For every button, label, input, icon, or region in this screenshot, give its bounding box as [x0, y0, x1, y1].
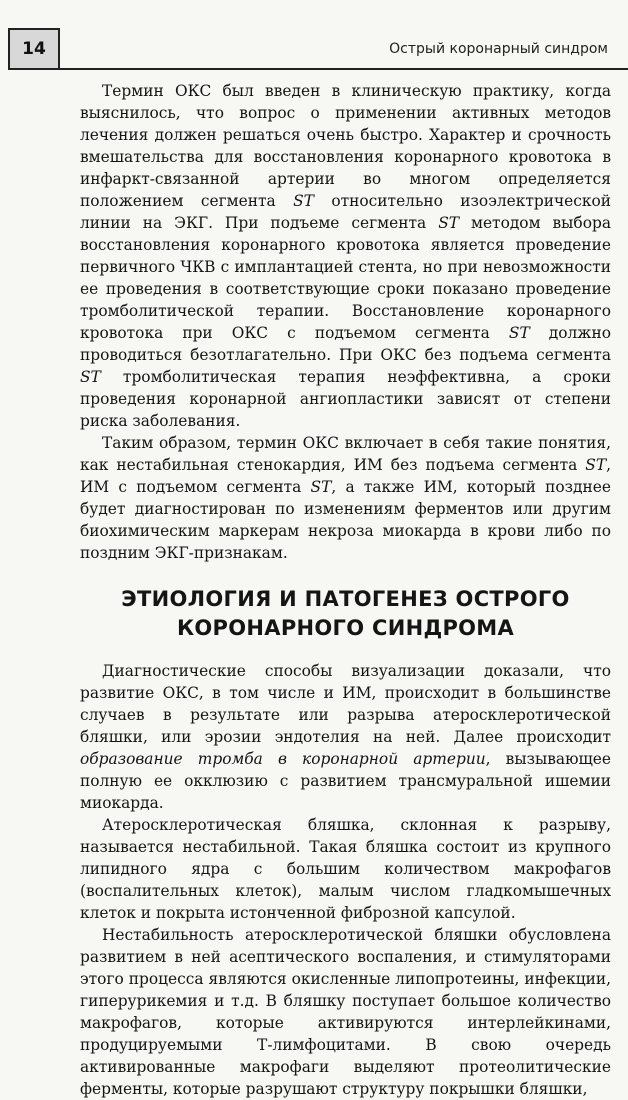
text-span: Термин ОКС был введен в клиническую практику, когда выяснилось, что вопрос о применении активных методов лечения должен решаться очень быстро. Характер и срочность вмешательства для восстановления коронарного кровотока в инфаркт-связанной артерии во многом определяется положением сегмента: [80, 82, 611, 210]
section-heading-line-1: ЭТИОЛОГИЯ И ПАТОГЕНЕЗ ОСТРОГО: [121, 587, 570, 611]
paragraph-4: [80, 814, 611, 924]
text-span: , ИМ с подъемом сегмента: [80, 456, 611, 496]
text-span: относительно изоэлектрической линии на ЭКГ. При подъеме сегмента: [80, 192, 611, 232]
page-number-box: [8, 28, 60, 70]
section-heading: [80, 585, 611, 643]
text-span: Нестабильность атеросклеротической бляшки обусловлена развитием в ней асептического воспаления, и стимуляторами этого процесса являются окисленные липопротеины, инфекции, гиперурикемия и т.д. В бляшку поступает большое количество макрофагов, которые активируются интерлейкинами, продуцируемыми Т-лимфоцитами. В свою очередь активированные макрофаги выделяют протеолитические ферменты, которые разрушают структуру покрышки бляшки,: [80, 926, 611, 1098]
emphasis-text: образование тромба в коронарной артерии: [80, 750, 486, 768]
header-rule: [60, 68, 628, 70]
st-term: ST: [293, 192, 314, 210]
st-term: ST: [585, 456, 607, 474]
text-span: тромболитическая терапия неэффективна, а сроки проведения коронарной ангиопластики зависят от степени риска заболевания.: [80, 368, 611, 430]
paragraph-1: [80, 80, 611, 432]
text-span: Таким образом, термин ОКС включает в себя такие понятия, как нестабильная стенокардия, ИМ без подъема сегмента: [80, 434, 611, 474]
page-header: [0, 0, 628, 80]
text-span: Атеросклеротическая бляшка, склонная к разрыву, называется нестабильной. Такая бляшка состоит из крупного липидного ядра с большим количеством макрофагов (воспалительных клеток), малым числом гладкомышечных клеток и покрыта истонченной фиброзной капсулой.: [80, 816, 611, 922]
paragraph-2: [80, 432, 611, 564]
st-term: ST: [438, 214, 459, 232]
st-term: ST: [310, 478, 332, 496]
text-span: должно проводиться безотлагательно. При ОКС без подъема сегмента: [80, 324, 611, 364]
running-title: Острый коронарный синдром: [389, 41, 608, 57]
page-number: 14: [22, 39, 46, 59]
paragraph-3: [80, 660, 611, 814]
st-term: ST: [508, 324, 530, 342]
section-heading-line-2: КОРОНАРНОГО СИНДРОМА: [176, 616, 515, 640]
text-span: , а также ИМ, который позднее будет диагностирован по изменениям ферментов или другим биохимическим маркерам некроза миокарда в крови либо по поздним ЭКГ-признакам.: [80, 478, 611, 562]
page-body: [80, 80, 611, 1100]
st-term: ST: [80, 368, 101, 386]
text-span: Диагностические способы визуализации доказали, что развитие ОКС, в том числе и ИМ, происходит в большинстве случаев в результате или разрыва атеросклеротической бляшки, или эрозии эндотелия на ней. Далее происходит: [80, 662, 611, 746]
paragraph-5: [80, 924, 611, 1100]
text-span: , вызывающее полную ее окклюзию с развитием трансмуральной ишемии миокарда.: [80, 750, 612, 812]
text-span: методом выбора восстановления коронарного кровотока является проведение первичного ЧКВ с имплантацией стента, но при невозможности ее проведения в соответствующие сроки показано проведение тромболитической терапии. Восстановление коронарного кровотока при ОКС с подъемом сегмента: [80, 214, 611, 342]
